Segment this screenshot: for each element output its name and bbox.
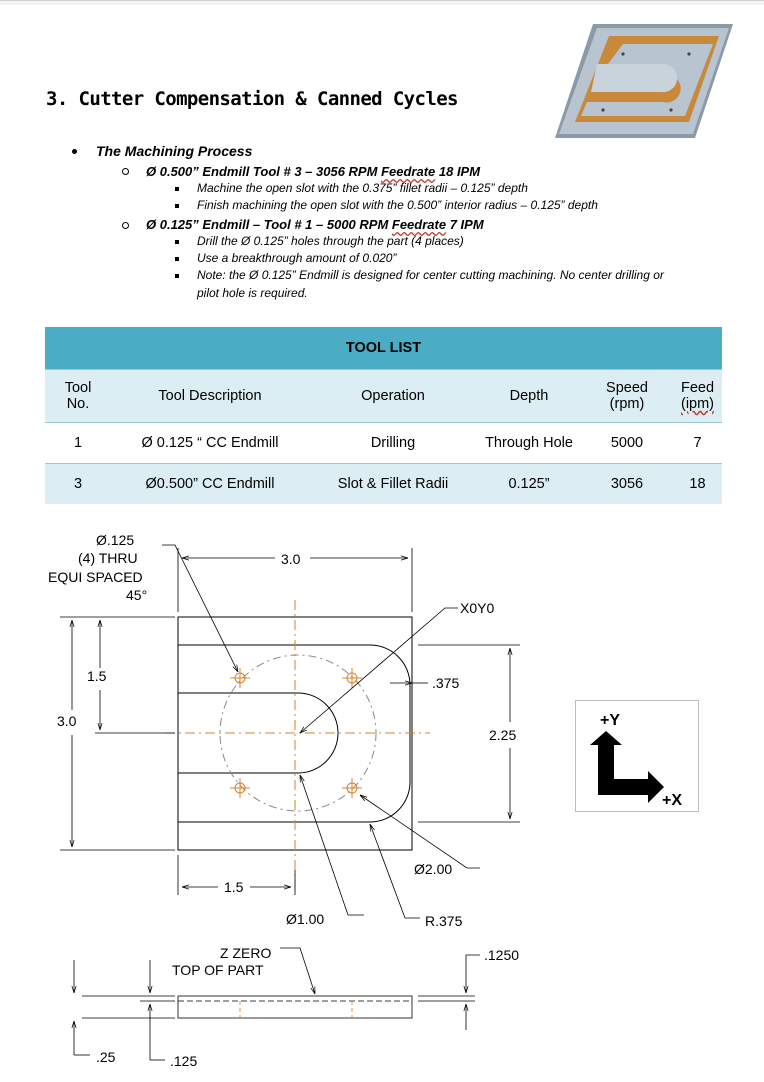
x-axis-label: +X [662, 792, 683, 809]
tool-list-title: TOOL LIST [45, 327, 722, 370]
process-title: The Machining Process [96, 143, 253, 159]
axis-arrows-icon [576, 701, 698, 811]
dim-width: 3.0 [281, 551, 301, 567]
dim-thickness: .25 [96, 1049, 116, 1065]
dim-fillet: .375 [432, 675, 460, 691]
op-label-1: Ø 0.500” Endmill Tool # 3 – 3056 RPM Feedrate 18 IPM [146, 164, 481, 179]
dim-height: 3.0 [57, 713, 77, 729]
part-3d-illustration [553, 18, 735, 146]
table-row: 3 Ø0.500” CC Endmill Slot & Fillet Radii 0.125” 3056 18 [45, 464, 722, 505]
dim-slot-offset: 1.5 [87, 668, 107, 684]
op2-step-3-cont: pilot hole is required. [197, 286, 308, 300]
window-top-edge [0, 0, 764, 5]
part-drawing [40, 520, 540, 1072]
section-title: 3. Cutter Compensation & Canned Cycles [46, 88, 458, 110]
op2-step-1: Drill the Ø 0.125” holes through the part (4 places) [197, 234, 464, 248]
hole-callout-4: 45° [126, 587, 148, 603]
dim-radius: R.375 [425, 913, 463, 929]
col-speed: Speed (rpm) [581, 370, 673, 423]
origin-label: X0Y0 [460, 600, 495, 616]
hole-callout-2: (4) THRU [78, 550, 138, 566]
hole-callout-1: Ø.125 [96, 532, 135, 548]
side-view [74, 955, 480, 1060]
col-depth: Depth [477, 370, 581, 423]
z-zero-label: Z ZERO [220, 945, 272, 961]
dim-step: .125 [170, 1053, 198, 1069]
sub-bullet [122, 222, 129, 229]
sub-bullet [122, 168, 129, 175]
dim-slot-dia: Ø1.00 [286, 911, 325, 927]
axis-indicator [575, 700, 699, 812]
table-row: 1 Ø 0.125 “ CC Endmill Drilling Through Hole 5000 7 [45, 423, 722, 464]
hole-callout-3: EQUI SPACED [48, 569, 143, 585]
y-axis-label: +Y [600, 712, 621, 729]
dim-slot-width: 2.25 [489, 727, 517, 743]
tool-list-table [45, 327, 722, 504]
dim-bolt-circle: Ø2.00 [414, 861, 453, 877]
dim-slot-depth-x: 1.5 [224, 879, 244, 895]
op2-step-2: Use a breakthrough amount of 0.020” [197, 251, 397, 265]
col-description: Tool Description [111, 370, 309, 423]
bullet-dot [72, 149, 77, 154]
op-label-2: Ø 0.125” Endmill – Tool # 1 – 5000 RPM Feedrate 7 IPM [146, 217, 484, 232]
col-feed: Feed (ipm) [673, 370, 722, 423]
op1-step-2: Finish machining the open slot with the 0.500” interior radius – 0.125” depth [197, 198, 598, 212]
col-tool-no: Tool No. [45, 370, 111, 423]
dim-pocket-depth: .1250 [484, 947, 520, 963]
col-operation: Operation [309, 370, 477, 423]
op1-step-1: Machine the open slot with the 0.375” fillet radii – 0.125” depth [197, 181, 528, 195]
op2-step-3: Note: the Ø 0.125” Endmill is designed for center cutting machining. No center drilling or [197, 268, 664, 282]
top-of-part-label: TOP OF PART [172, 962, 264, 978]
